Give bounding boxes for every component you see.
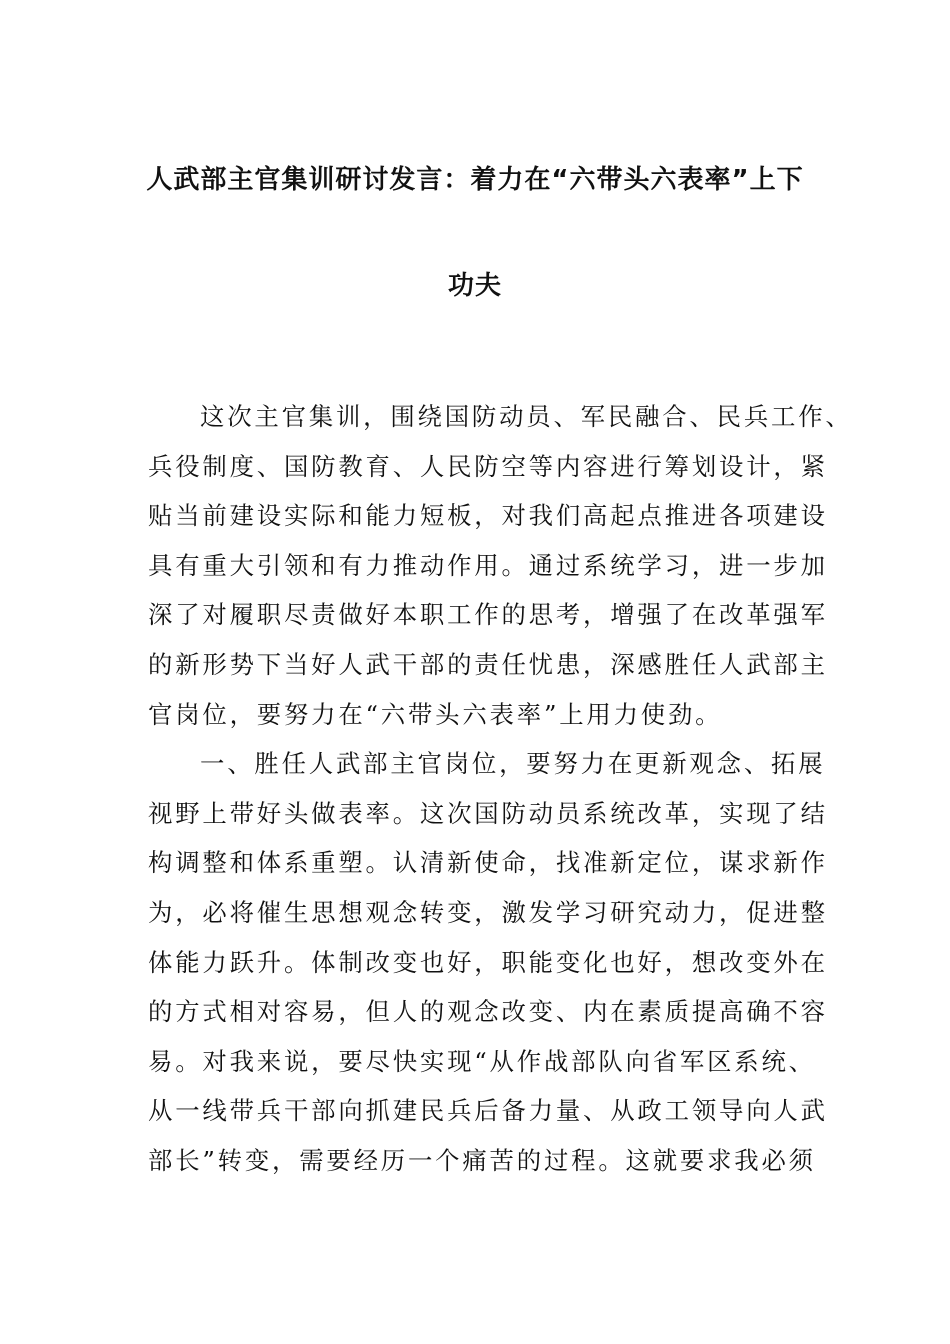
paragraph-line: 的新形势下当好人武干部的责任忧患，深感胜任人武部主 (148, 649, 828, 679)
paragraph-line: 贴当前建设实际和能力短板，对我们高起点推进各项建设 (148, 501, 828, 531)
paragraph-line: 部长”转变，需要经历一个痛苦的过程。这就要求我必须 (148, 1145, 816, 1175)
paragraph-line: 深了对履职尽责做好本职工作的思考，增强了在改革强军 (148, 600, 828, 630)
paragraph-line: 构调整和体系重塑。认清新使命，找准新定位，谋求新作 (148, 848, 828, 878)
title-line-2: 功夫 (447, 271, 502, 301)
paragraph-line: 体能力跃升。体制改变也好，职能变化也好，想改变外在 (148, 947, 828, 977)
title-line-1: 人武部主官集训研讨发言：着力在“六带头六表率”上下 (146, 165, 804, 195)
paragraph-line: 这次主官集训，围绕国防动员、军民融合、民兵工作、 (200, 402, 853, 431)
paragraph-line: 兵役制度、国防教育、人民防空等内容进行筹划设计，紧 (148, 451, 828, 481)
paragraph-line: 为，必将催生思想观念转变，激发学习研究动力，促进整 (148, 897, 828, 927)
paragraph-line: 官岗位，要努力在“六带头六表率”上用力使劲。 (148, 699, 723, 729)
paragraph-line: 易。对我来说，要尽快实现“从作战部队向省军区系统、 (148, 1046, 816, 1076)
paragraph-line: 一、胜任人武部主官岗位，要努力在更新观念、拓展 (200, 749, 826, 779)
paragraph-line: 的方式相对容易，但人的观念改变、内在素质提高确不容 (148, 997, 828, 1027)
document-body (148, 392, 853, 1186)
document-title (0, 155, 950, 311)
paragraph-line: 从一线带兵干部向抓建民兵后备力量、从政工领导向人武 (148, 1096, 828, 1126)
paragraph-line: 具有重大引领和有力推动作用。通过系统学习，进一步加 (148, 550, 828, 580)
paragraph-line: 视野上带好头做表率。这次国防动员系统改革，实现了结 (148, 798, 828, 828)
